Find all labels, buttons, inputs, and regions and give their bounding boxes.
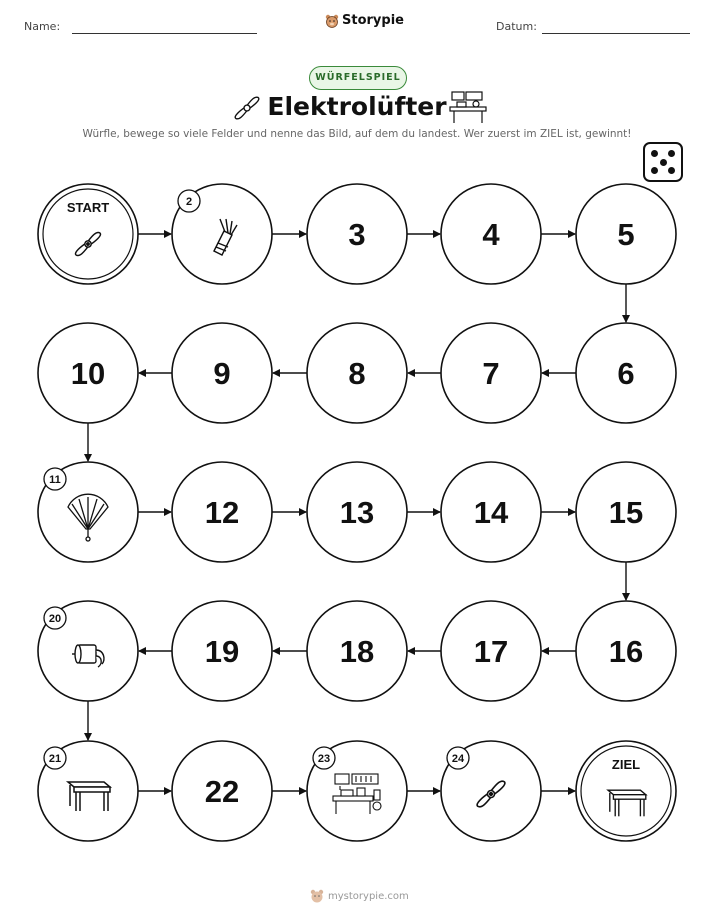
cell-number: 16: [608, 634, 644, 669]
board-cell-15: [576, 462, 676, 562]
board-cell-17: [441, 601, 541, 701]
board-cell-23: [307, 741, 407, 841]
page-title: Elektrolüfter: [267, 92, 447, 121]
cell-number: 15: [608, 495, 644, 530]
board-cell-6: [576, 323, 676, 423]
board-cell-8: [307, 323, 407, 423]
board-cell-9: [172, 323, 272, 423]
cell-number: 11: [49, 474, 61, 486]
bear-icon: [310, 889, 324, 903]
cell-number: 7: [482, 356, 500, 391]
instructions: Würfle, bewege so viele Felder und nenne das Bild, auf dem du landest. Wer zuerst im ZIEL ist, gewinnt!: [82, 128, 632, 140]
board-cell-19: [172, 601, 272, 701]
cell-label: ZIEL: [611, 757, 641, 772]
board-cell-18: [307, 601, 407, 701]
board-cell-4: [441, 184, 541, 284]
cell-number: 23: [317, 753, 331, 765]
cell-number: 9: [213, 356, 231, 391]
board-cell-2: [172, 184, 272, 284]
board-cell-21: [38, 741, 138, 841]
game-type-badge: WÜRFELSPIEL: [309, 66, 407, 90]
cell-number: 4: [482, 217, 500, 252]
board-cell-22: [172, 741, 272, 841]
cell-number: 19: [204, 634, 240, 669]
cell-number: 20: [48, 613, 62, 625]
board-cells: [38, 184, 676, 841]
board-cell-24: [441, 741, 541, 841]
cell-number: 18: [339, 634, 375, 669]
board-cell-11: [38, 462, 138, 562]
board-cell-12: [172, 462, 272, 562]
cell-number: 24: [451, 753, 465, 765]
start-cell: [38, 184, 138, 284]
board-cell-3: [307, 184, 407, 284]
cell-number: 17: [473, 634, 509, 669]
name-label: Name:: [24, 20, 61, 33]
brand-name: Storypie: [342, 13, 404, 28]
cell-number: 6: [617, 356, 635, 391]
board-cell-10: [38, 323, 138, 423]
board-cell-14: [441, 462, 541, 562]
footer-url: mystorypie.com: [328, 890, 409, 902]
cell-number: 5: [617, 217, 635, 252]
cell-label: START: [66, 200, 110, 215]
cell-number: 12: [204, 495, 240, 530]
board-cell-5: [576, 184, 676, 284]
footer: [310, 889, 409, 903]
cell-circle: [38, 184, 138, 284]
finish-cell: [576, 741, 676, 841]
cell-number: 21: [48, 753, 62, 765]
cell-number: 10: [70, 356, 106, 391]
cell-number: 3: [348, 217, 366, 252]
cell-number: 13: [339, 495, 375, 530]
cell-number: 8: [348, 356, 366, 391]
date-label: Datum:: [496, 20, 537, 33]
board-cell-16: [576, 601, 676, 701]
cell-number: 22: [204, 774, 240, 809]
board-cell-13: [307, 462, 407, 562]
cell-number: 2: [185, 196, 193, 208]
board-cell-20: [38, 601, 138, 701]
cell-number: 14: [473, 495, 509, 530]
board-cell-7: [441, 323, 541, 423]
